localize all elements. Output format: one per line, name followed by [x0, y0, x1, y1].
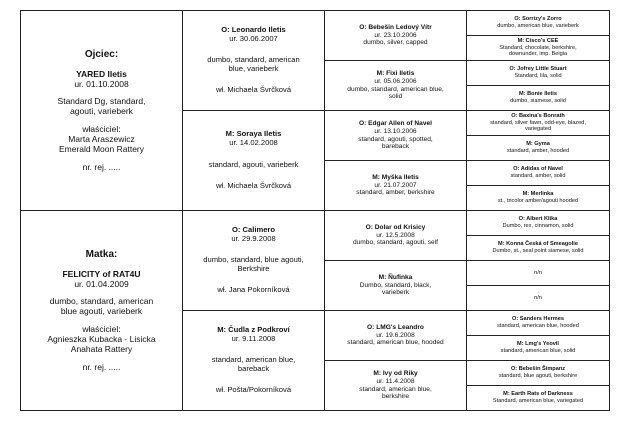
- great-great-grandparent-cell: [467, 361, 610, 386]
- parent-mother-cell: [21, 211, 183, 411]
- name-text: M: Bonie Iletis: [519, 91, 557, 98]
- great-grandparent-cell: [325, 311, 467, 361]
- name-text: O: Albert Klika: [518, 216, 558, 223]
- desc-text: standard, amber, hooded: [506, 148, 570, 154]
- desc-text: standard, american blue, hooded: [347, 339, 444, 347]
- dob-text: ur. 23.10.2006: [374, 31, 417, 39]
- desc-text: Dumbo, rex, cinnamon, solid: [502, 223, 574, 229]
- desc-text: Standard Dg, standard,: [57, 96, 146, 107]
- owner-text: Anahata Rattery: [70, 344, 133, 355]
- desc-text: standard, american blue,: [359, 385, 432, 393]
- great-great-grandparent-cell: [467, 211, 610, 236]
- great-great-grandparent-cell: [467, 261, 610, 286]
- desc-text: dumbo, standard, american: [49, 296, 154, 307]
- owner-text: wł. Jana Pokorníková: [217, 285, 290, 295]
- dob-text: ur. 01.10.2008: [74, 78, 129, 89]
- name-text: M: Čudla z Podkroví: [217, 324, 290, 334]
- great-great-grandparent-cell: [467, 161, 610, 186]
- great-great-grandparent-cell: [467, 86, 610, 111]
- desc-text: standard, american blue,: [211, 355, 296, 365]
- dob-text: ur. 19.6.2008: [376, 331, 415, 339]
- great-great-grandparent-cell: [467, 386, 610, 411]
- name-text: M: Gyma: [526, 141, 550, 148]
- desc-text: dumbo, siamese, solid: [510, 98, 566, 104]
- pedigree-table: [20, 10, 610, 411]
- desc-text: standard, agouti, spotted,: [358, 135, 433, 143]
- dob-text: ur. 13.10.2006: [374, 127, 417, 135]
- name-text: M: Earth Rats of Darkness: [503, 391, 573, 398]
- desc-text: agouti, varieberk: [70, 106, 133, 117]
- desc-text: standard, american blue, solid: [500, 348, 576, 354]
- great-great-grandparent-cell: [467, 186, 610, 211]
- owner-text: Marta Araszewicz: [68, 134, 135, 145]
- desc-text: Standard, american blue, variegated: [492, 398, 584, 404]
- name-text: M: Konna Česká of Smeagolie: [498, 241, 578, 248]
- desc-text: downunder, imp. Belgia: [508, 51, 568, 58]
- name-text: O: Leonardo Iletis: [221, 24, 286, 34]
- desc-text: standard, agouti, varieberk: [208, 159, 299, 169]
- desc-text: standard, amber, solid: [510, 173, 566, 179]
- desc-text: bareback: [381, 143, 410, 151]
- name-text: M: Myška Iletis: [372, 173, 419, 181]
- desc-text: Dumbo, standard, black,: [359, 281, 432, 289]
- name-text: O: Sanders Hermes: [512, 316, 564, 323]
- role-text: Ojciec:: [84, 49, 119, 61]
- great-great-grandparent-cell: [467, 11, 610, 36]
- dob-text: ur. 01.04.2009: [74, 278, 129, 289]
- desc-text: variegated: [524, 126, 552, 133]
- great-great-grandparent-cell: [467, 136, 610, 161]
- owner-text: Emerald Moon Rattery: [58, 144, 145, 155]
- desc-text: standard, american blue, hooded: [497, 323, 579, 329]
- grandparent-cell: [183, 111, 325, 211]
- desc-text: dumbo, silver, capped: [363, 39, 428, 47]
- name-text: M: Lmg's Yeovil: [517, 341, 559, 348]
- owner-text: wł. Michaela Švrčková: [215, 180, 292, 190]
- great-great-grandparent-cell: [467, 111, 610, 136]
- role-text: Matka:: [85, 249, 118, 261]
- owner-label-text: właściciel:: [82, 324, 121, 335]
- desc-text: dumbo, standard, american blue,: [347, 85, 444, 93]
- great-grandparent-cell: [325, 261, 467, 311]
- name-text: M: Soraya Iletis: [225, 129, 282, 139]
- dob-text: ur. 9.11.2008: [231, 333, 276, 343]
- name-text: FELICITY of RAT4U: [62, 268, 141, 279]
- dob-text: ur. 12.5.2008: [376, 231, 415, 239]
- great-great-grandparent-cell: [467, 61, 610, 86]
- desc-text: Standard, chocolate, berkshire,: [499, 44, 577, 51]
- desc-text: Berkshire: [237, 263, 270, 273]
- desc-text: standard, blue agouti, berkshire: [498, 373, 578, 379]
- name-text: O: Baxina's Bonrath: [511, 113, 565, 120]
- name-text: M: Ivy od Riky: [373, 369, 418, 377]
- parent-father-cell: [21, 11, 183, 211]
- desc-text: standard, amber, berkshire: [356, 189, 435, 197]
- name-text: O: Dolar od Krisicy: [365, 223, 426, 231]
- dob-text: ur. 05.06.2006: [374, 77, 417, 85]
- great-great-grandparent-cell: [467, 336, 610, 361]
- owner-label-text: właściciel:: [82, 124, 121, 135]
- name-text: O: Calimero: [231, 224, 276, 234]
- owner-text: wł. Pošta/Pokorníková: [215, 385, 292, 395]
- great-grandparent-cell: [325, 111, 467, 161]
- desc-text: n/n: [534, 294, 542, 301]
- grandparent-cell: [183, 311, 325, 411]
- name-text: O: Adidas of Navel: [513, 166, 563, 173]
- desc-text: n/n: [534, 269, 542, 276]
- owner-text: Agnieszka Kubacka - Lisicka: [47, 334, 156, 345]
- owner-text: wł. Michaela Švrčková: [215, 85, 292, 95]
- desc-text: st., tricolor amber/agouti hooded: [497, 198, 579, 204]
- name-text: O: Sorrizy's Zorro: [514, 16, 562, 23]
- desc-text: varieberk: [381, 289, 410, 297]
- desc-text: berkshire: [381, 393, 410, 401]
- desc-text: dumbo, american blue, varieberk: [497, 23, 579, 29]
- desc-text: dumbo, standard, blue agouti,: [203, 255, 304, 265]
- great-great-grandparent-cell: [467, 236, 610, 261]
- dob-text: ur. 11.4.2008: [376, 377, 415, 385]
- name-text: M: Ňufinka: [378, 273, 413, 281]
- desc-text: Standard, lila, solid: [514, 73, 562, 79]
- great-great-grandparent-cell: [467, 36, 610, 61]
- dob-text: ur. 14.02.2008: [229, 138, 278, 148]
- name-text: O: Edgar Allen of Navel: [358, 119, 433, 127]
- desc-text: blue agouti, varieberk: [60, 306, 143, 317]
- great-great-grandparent-cell: [467, 286, 610, 311]
- great-grandparent-cell: [325, 11, 467, 61]
- name-text: O: LMG's Leandro: [367, 323, 424, 331]
- dob-text: ur. 30.06.2007: [229, 33, 278, 43]
- dob-text: ur. 29.9.2008: [231, 233, 276, 243]
- great-grandparent-cell: [325, 161, 467, 211]
- grandparent-cell: [183, 211, 325, 311]
- desc-text: standard, silver fawn, odd-eye, blazed,: [490, 119, 586, 126]
- desc-text: dumbo, standard, american: [207, 55, 300, 65]
- name-text: YARED Iletis: [76, 68, 127, 79]
- name-text: M: Fixi Iletis: [376, 69, 415, 77]
- desc-text: solid: [388, 93, 403, 101]
- great-great-grandparent-cell: [467, 311, 610, 336]
- great-grandparent-cell: [325, 361, 467, 411]
- desc-text: Dumbo, st., seal point siamese, solid: [492, 248, 584, 254]
- desc-text: blue, varieberk: [228, 63, 279, 73]
- name-text: M: Cisco's CEE: [517, 38, 559, 45]
- dob-text: ur. 21.07.2007: [374, 181, 417, 189]
- name-text: O: Bebešin Ledový Vítr: [359, 23, 432, 31]
- great-grandparent-cell: [325, 211, 467, 261]
- name-text: O: Bebešin Šimpanz: [510, 366, 566, 373]
- reg-text: nr. rej. .....: [82, 361, 121, 372]
- desc-text: dumbo, standard, agouti, self: [352, 239, 439, 247]
- great-grandparent-cell: [325, 61, 467, 111]
- grandparent-cell: [183, 11, 325, 111]
- name-text: M: Merlinka: [522, 191, 554, 198]
- name-text: O: Jofrey Little Stuart: [509, 66, 567, 73]
- desc-text: bareback: [237, 363, 270, 373]
- reg-text: nr. rej. .....: [82, 161, 121, 172]
